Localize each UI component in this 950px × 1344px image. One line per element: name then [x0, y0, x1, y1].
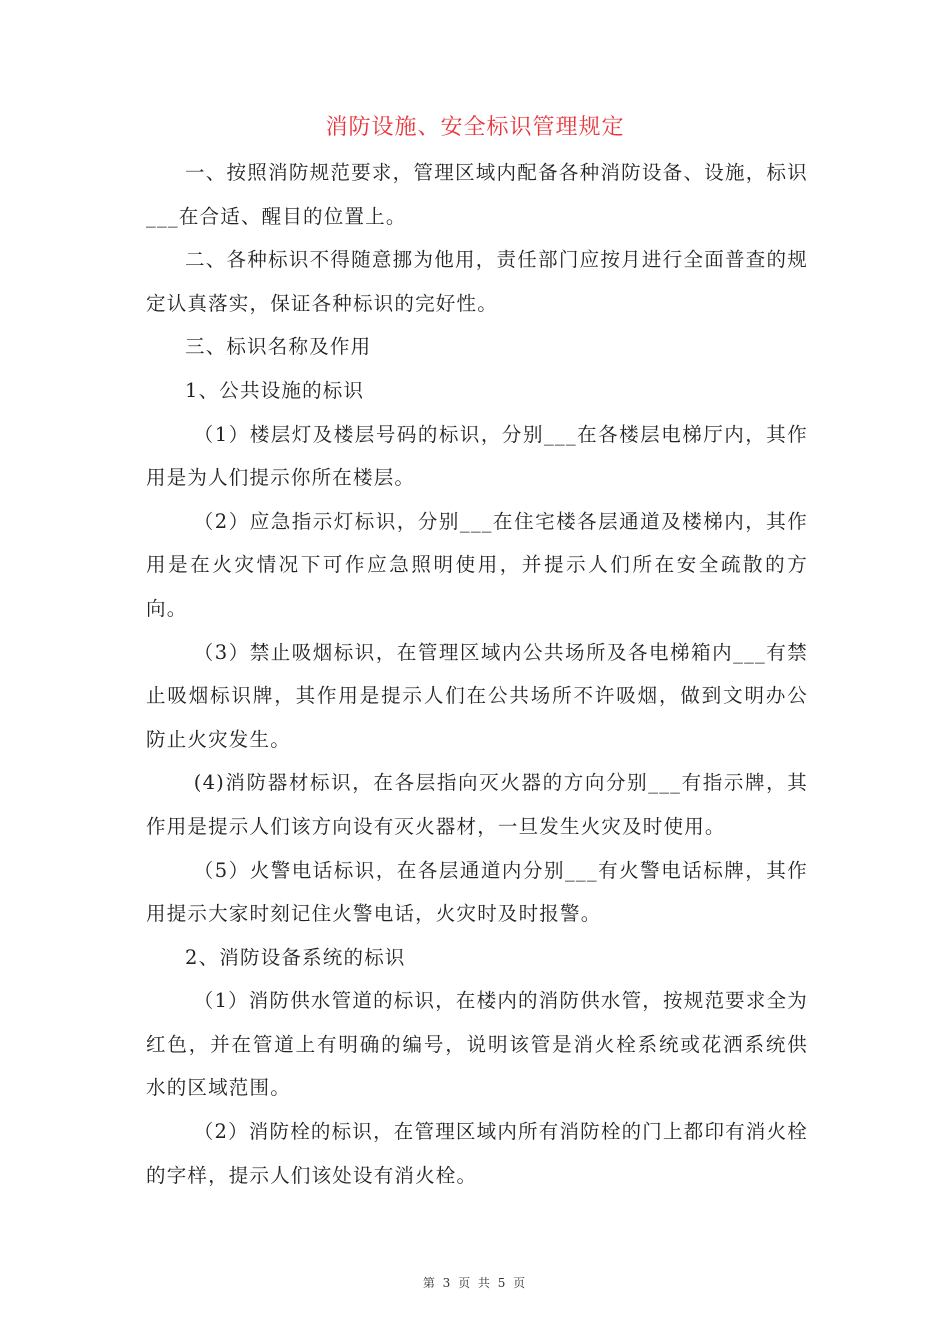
- subsection-heading-1: 1、公共设施的标识: [185, 378, 365, 402]
- page-footer: 第 3 页 共 5 页: [422, 1276, 528, 1290]
- item-hydrant: （2）消防栓的标识，在管理区域内所有消防栓的门上都印有消火栓的字样，提示人们该处设有消火栓。: [146, 1120, 808, 1187]
- paragraph-2: 二、各种标识不得随意挪为他用，责任部门应按月进行全面普查的规定认真落实，保证各种标识的完好性。: [146, 248, 808, 315]
- item-fire-equipment: (4)消防器材标识，在各层指向灭火器的方向分别___有指示牌，其作用是提示人们该方向设有灭火器材，一旦发生火灾及时使用。: [146, 771, 808, 838]
- item-no-smoking: （3）禁止吸烟标识，在管理区域内公共场所及各电梯箱内___有禁止吸烟标识牌，其作用是提示人们在公共场所不许吸烟，做到文明办公防止火灾发生。: [146, 640, 808, 751]
- document-title: 消防设施、安全标识管理规定: [325, 115, 625, 140]
- item-emergency-light: （2）应急指示灯标识，分别___在住宅楼各层通道及楼梯内，其作用是在火灾情况下可作应急照明使用，并提示人们所在安全疏散的方向。: [146, 509, 808, 620]
- item-water-pipe: （1）消防供水管道的标识，在楼内的消防供水管，按规范要求全为红色，并在管道上有明确的编号，说明该管是消火栓系统或花洒系统供水的区域范围。: [146, 989, 808, 1100]
- section-heading-3: 三、标识名称及作用: [185, 335, 372, 359]
- item-floor-lamp: （1）楼层灯及楼层号码的标识，分别___在各楼层电梯厅内，其作用是为人们提示你所在楼层。: [146, 422, 808, 490]
- subsection-heading-2: 2、消防设备系统的标识: [185, 945, 406, 969]
- document-body: [146, 151, 808, 1197]
- item-fire-phone: （5）火警电话标识，在各层通道内分别___有火警电话标牌，其作用提示大家时刻记住火警电话，火灾时及时报警。: [146, 858, 808, 926]
- paragraph-1: 一、按照消防规范要求，管理区域内配备各种消防设备、设施，标识___在合适、醒目的位置上。: [146, 161, 808, 228]
